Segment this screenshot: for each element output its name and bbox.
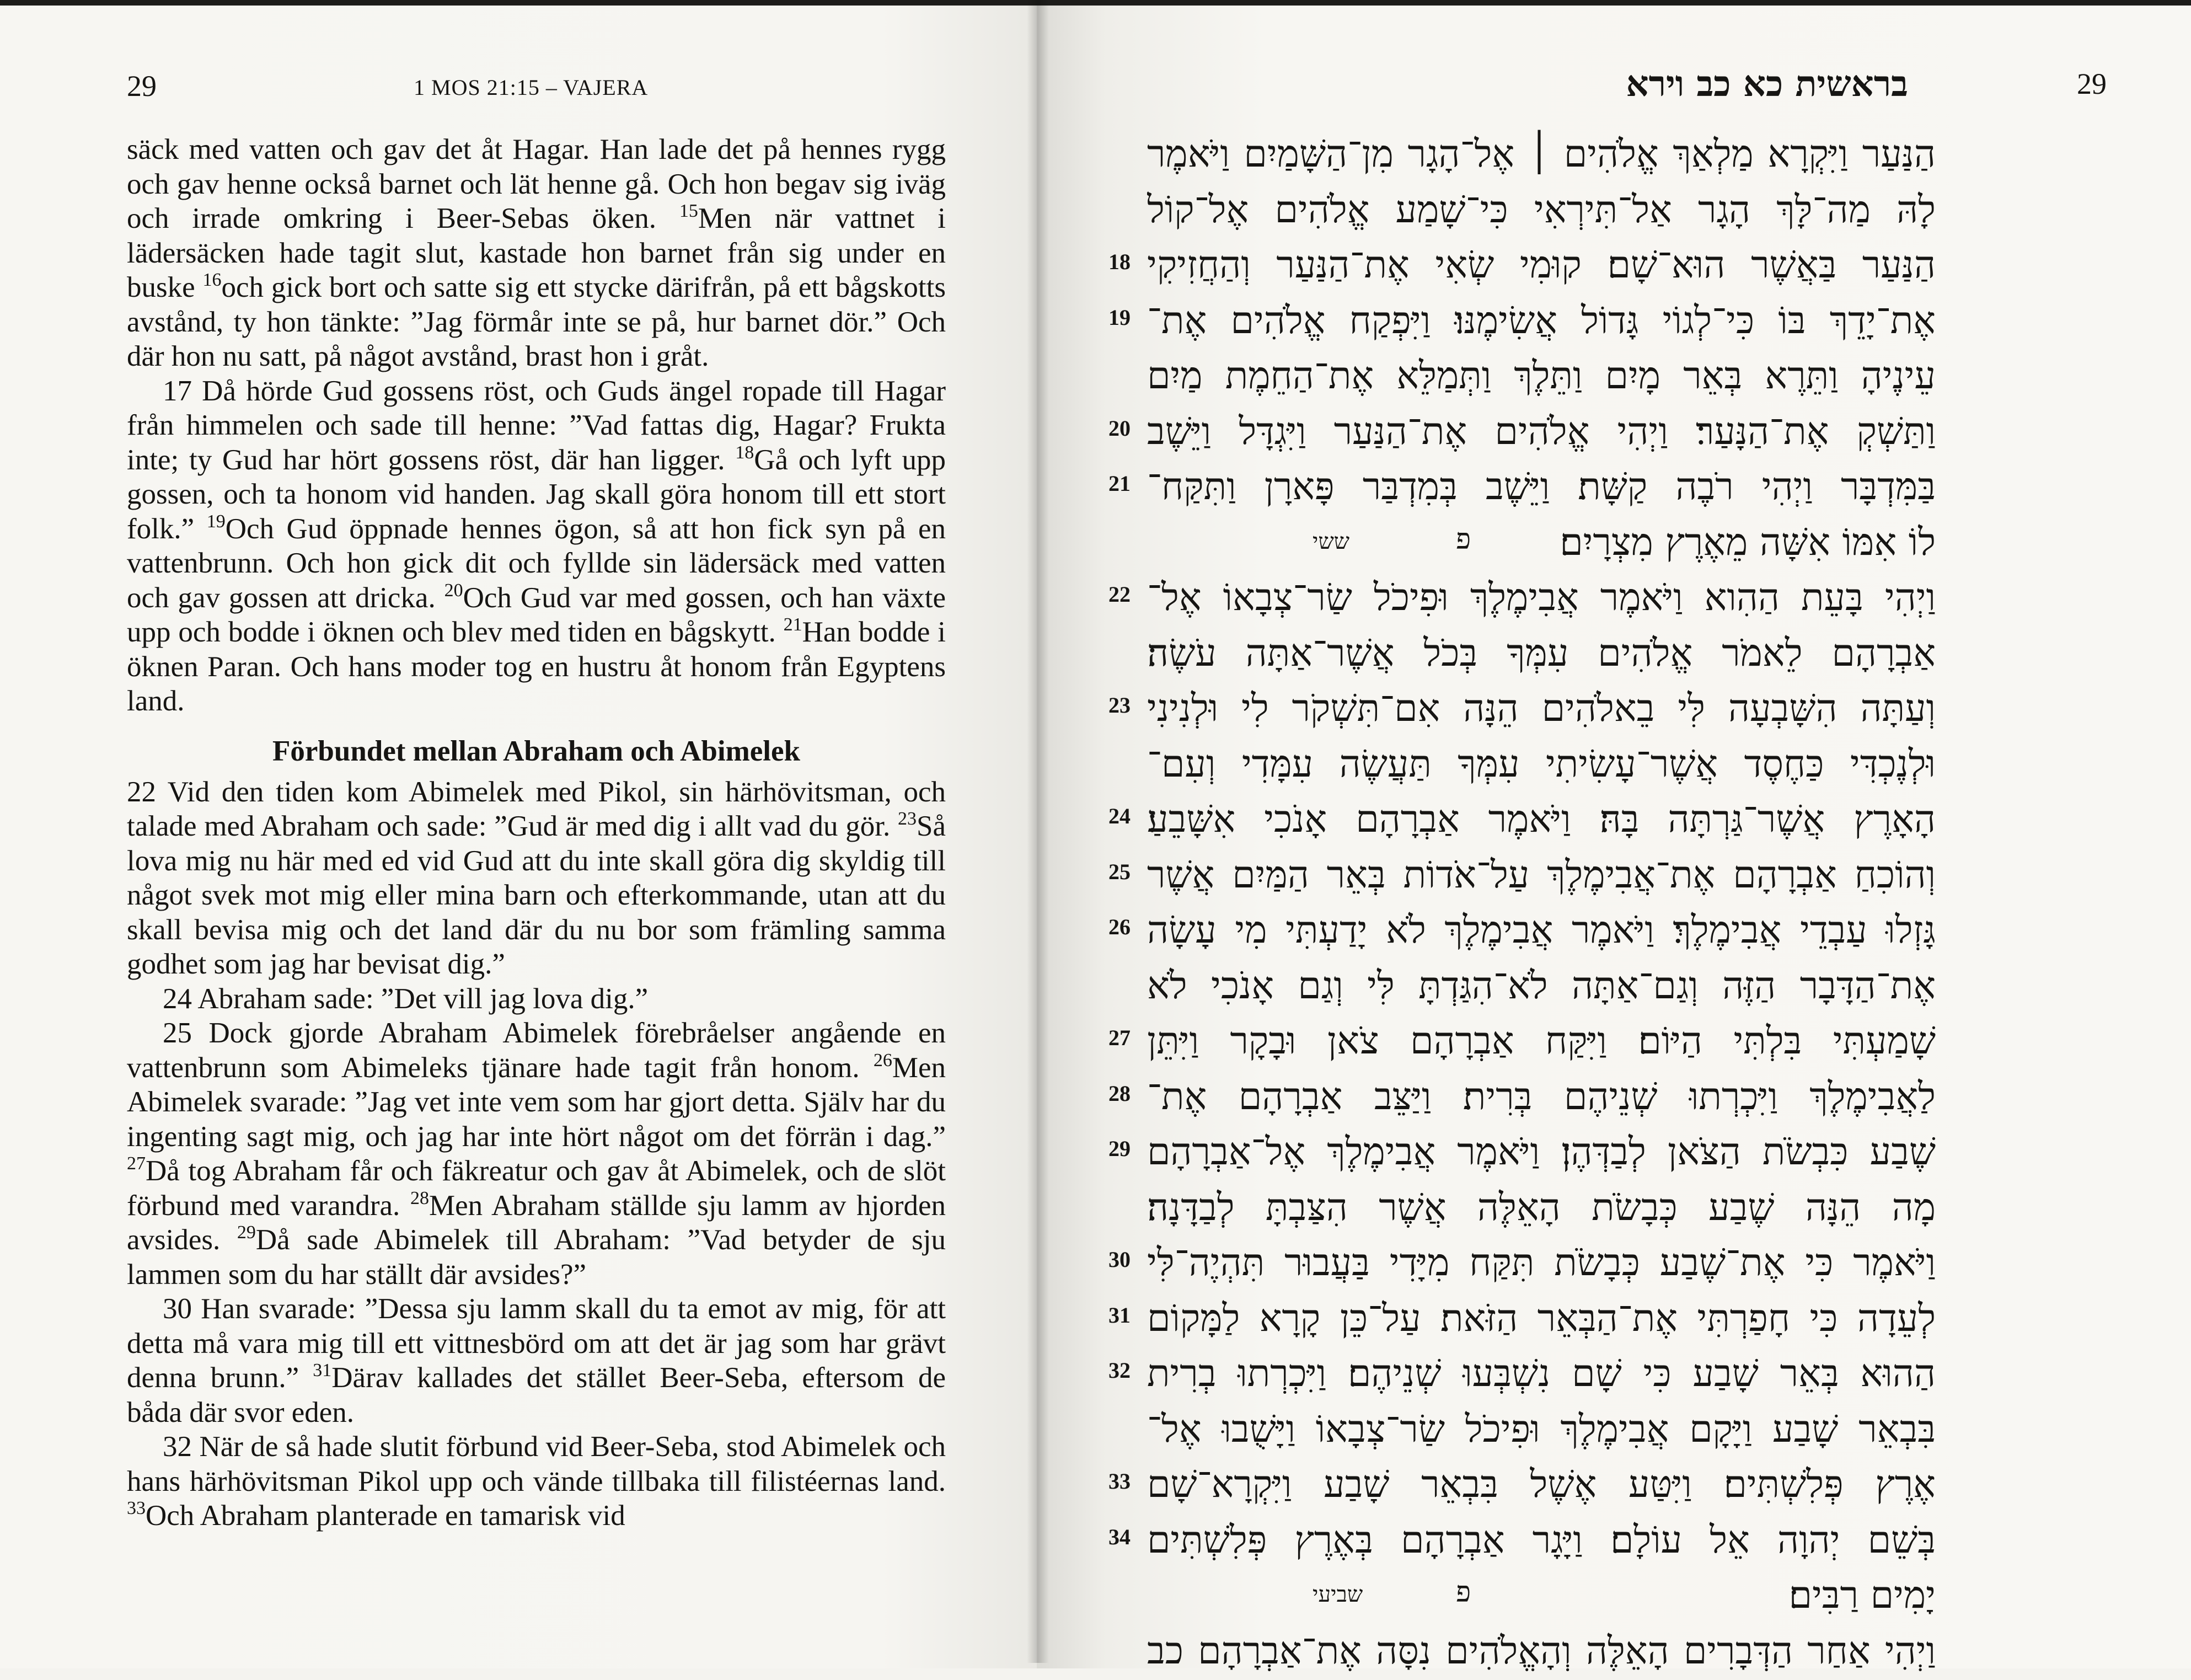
hebrew-line — [1147, 184, 1936, 239]
hebrew-line — [1147, 461, 1936, 516]
hebrew-line — [1147, 1625, 1936, 1680]
verse-number: 32 — [1108, 1357, 1131, 1383]
hebrew-line — [1147, 1458, 1936, 1514]
verse-number: 28 — [410, 1188, 429, 1208]
hebrew-line-text: וַיְהִי אַחַר הַדְּבָרִים הָאֵלֶּה וְהָאֱלֹהִים נִסָּה אֶת־אַבְרָהָם כב — [1147, 1625, 1936, 1678]
parasha-marker: פ — [1456, 523, 1471, 556]
paragraph — [127, 982, 946, 1016]
hebrew-line-text: אֶת־הַדָּבָר הַזֶּה וְגַם־אַתָּה לֹא־הִגַּדְתָּ לִּי וְגַם אָנֹכִי לֹא — [1147, 960, 1936, 1013]
text-run: Då tog Abraham får och fäkreatur och gav åt Abimelek, och de slöt förbund med varandra. — [127, 1155, 946, 1222]
text-run: 32 När de så hade slutit förbund vid Beer-Seba, stod Abimelek och hans härhövitsman Pikol upp och vände tillbaka till filistéernas land. — [127, 1431, 946, 1497]
verse-number: 20 — [1108, 415, 1131, 441]
hebrew-line-text: שֶׁבַע כִּבְשֹׂת הַצֹּאן לְבַדְּהֶן׃ וַיֹּאמֶר אֲבִימֶלֶךְ אֶל־אַבְרָהָם — [1147, 1126, 1936, 1179]
hebrew-line — [1147, 1071, 1936, 1126]
verse-number: 27 — [127, 1153, 146, 1174]
hebrew-line-text: לוֹ אִמּוֹ אִשָּׁה מֵאֶרֶץ מִצְרָיִם׃ — [1147, 516, 1936, 569]
hebrew-line — [1147, 128, 1936, 184]
hebrew-line — [1147, 350, 1936, 405]
hebrew-line-text: הַנַּעַר בַּאֲשֶׁר הוּא־שָׁם׃ קוּמִי שְׂאִי אֶת־הַנַּעַר וְהַחֲזִיקִי — [1147, 239, 1936, 292]
paragraph — [127, 775, 946, 982]
hebrew-line-text: הַנַּעַר וַיִּקְרָא מַלְאַךְ אֱלֹהִים ׀ אֶל־הָגָר מִן־הַשָּׁמַיִם וַיֹּאמֶר — [1147, 128, 1936, 181]
verse-number: 20 — [444, 580, 463, 601]
hebrew-line — [1147, 1569, 1936, 1625]
hebrew-line — [1147, 738, 1936, 794]
verse-number: 16 — [203, 270, 222, 290]
hebrew-line — [1147, 516, 1936, 572]
hebrew-line-text: הָאָרֶץ אֲשֶׁר־גַּרְתָּה בָּהּ׃ וַיֹּאמֶר אַבְרָהָם אָנֹכִי אִשָּׁבֵעַ׃ — [1147, 793, 1936, 846]
verse-number: 23 — [1108, 692, 1131, 718]
verse-number: 34 — [1108, 1524, 1131, 1550]
hebrew-line-text: אֶת־יָדֵךְ בּוֹ כִּי־לְגוֹי גָּדוֹל אֲשִׂימֶנּוּ׃ וַיִּפְקַח אֱלֹהִים אֶת־ — [1147, 295, 1936, 347]
text-run: Men Abraham ställde sju lamm av hjorden avsides. — [127, 1190, 946, 1256]
aliyah-marker: שביעי — [1313, 1581, 1363, 1607]
hebrew-line — [1147, 1015, 1936, 1071]
section-heading — [127, 734, 946, 768]
text-run: 25 Dock gjorde Abraham Abimelek förebråelser angående en vattenbrunn som Abimeleks tjänare hade tagit från honom. — [127, 1017, 946, 1084]
hebrew-line — [1147, 1292, 1936, 1348]
verse-number: 19 — [207, 511, 226, 532]
hebrew-line-text: וְהוֹכִחַ אַבְרָהָם אֶת־אֲבִימֶלֶךְ עַל־אֹדוֹת בְּאֵר הַמַּיִם אֲשֶׁר — [1147, 849, 1936, 902]
text-run: 22 Vid den tiden kom Abimelek med Pikol, sin härhövitsman, och talade med Abraham och sade: ”Gud är med dig i allt vad du gör. — [127, 776, 946, 843]
hebrew-line — [1147, 1126, 1936, 1181]
text-run: och gick bort och satte sig ett stycke därifrån, på ett bågskotts avstånd, ty hon tänkte: ”Jag förmår inte se på, hur barnet dör.” Och där hon nu satt, på något avstånd, brast hon i gråt. — [127, 271, 946, 372]
verse-number: 26 — [1108, 914, 1131, 940]
hebrew-line — [1147, 904, 1936, 960]
text-run: 24 Abraham sade: ”Det vill jag lova dig.” — [163, 983, 648, 1015]
verse-number: 25 — [1108, 859, 1131, 885]
hebrew-line — [1147, 571, 1936, 627]
paragraph — [127, 1430, 946, 1533]
verse-number: 31 — [1108, 1302, 1131, 1328]
swedish-text-body — [127, 132, 946, 1533]
text-run: 17 Då hörde Gud gossens röst, och Guds ängel ropade till Hagar från himmelen och sade till henne: ”Vad fattas dig, Hagar? Frukta inte; ty Gud har hört gossens röst, där han ligger. — [127, 375, 946, 476]
hebrew-text-body — [1147, 128, 1936, 1680]
verse-number: 21 — [784, 614, 802, 635]
text-run: säck med vatten och gav det åt Hagar. Han lade det på hennes rygg och gav henne också barnet och lät henne gå. Och hon begav sig iväg och irrade omkring i Beer-Sebas öken. — [127, 133, 946, 234]
text-run: Förbundet mellan Abraham och Abimelek — [272, 735, 800, 767]
hebrew-line — [1147, 627, 1936, 683]
right-running-head: בראשית כא כב וירא — [1626, 63, 1908, 105]
text-run: Men när vattnet i lädersäcken hade tagit slut, kastade hon barnet från sig under en buske — [127, 202, 946, 303]
paragraph — [127, 1292, 946, 1430]
hebrew-line-text: לָהּ מַה־לָּךְ הָגָר אַל־תִּירְאִי כִּי־שָׁמַע אֱלֹהִים אֶל־קוֹל — [1147, 184, 1936, 237]
hebrew-line-text: בַּמִּדְבָּר וַיְהִי רֹבֶה קַשָּׁת׃ וַיֵּשֶׁב בְּמִדְבַּר פָּארָן וַתִּקַּח־ — [1147, 461, 1936, 513]
hebrew-line-text: בְּשֵׁם יְהוָה אֵל עוֹלָם׃ וַיָּגָר אַבְרָהָם בְּאֶרֶץ פְּלִשְׁתִּים — [1147, 1514, 1936, 1567]
verse-number: 18 — [735, 442, 754, 463]
paragraph — [127, 1016, 946, 1292]
hebrew-line — [1147, 1181, 1936, 1237]
hebrew-line — [1147, 849, 1936, 905]
text-run: Så lova mig nu här med ed vid Gud att du inte skall göra dig skyldig till något svek mot mig eller mina barn och efterkommande, utan att du skall bevisa mig och det land där du nu bor som främling samma godhet som jag har bevisat dig.” — [127, 810, 946, 980]
hebrew-line — [1147, 405, 1936, 461]
hebrew-line-text: וַתַּשְׁקְ אֶת־הַנָּעַר׃ וַיְהִי אֱלֹהִים אֶת־הַנַּעַר וַיִּגְדָּל וַיֵּשֶׁב — [1147, 405, 1936, 458]
left-page — [0, 0, 1037, 1668]
verse-number: 18 — [1108, 249, 1131, 275]
hebrew-line-text: אֶרֶץ פְּלִשְׁתִּים׃ וַיִּטַּע אֶשֶׁל בִּבְאֵר שָׁבַע וַיִּקְרָא־שָׁם — [1147, 1458, 1936, 1511]
hebrew-line — [1147, 960, 1936, 1015]
hebrew-line-text: אַבְרָהָם לֵאמֹר אֱלֹהִים עִמְּךָ בְּכֹל אֲשֶׁר־אַתָּה עֹשֶׂה׃ — [1147, 627, 1936, 680]
hebrew-line — [1147, 1403, 1936, 1459]
hebrew-line-text: וַיְהִי בָּעֵת הַהִוא וַיֹּאמֶר אֲבִימֶלֶךְ וּפִיכֹל שַׂר־צְבָאוֹ אֶל־ — [1147, 571, 1936, 624]
hebrew-line-text: לְעֵדָה כִּי חָפַרְתִּי אֶת־הַבְּאֵר הַזֹּאת׃ עַל־כֵּן קָרָא לַמָּקוֹם — [1147, 1292, 1936, 1345]
hebrew-line — [1147, 295, 1936, 350]
hebrew-line — [1147, 1347, 1936, 1403]
verse-number: 19 — [1108, 304, 1131, 330]
right-page-number: 29 — [2077, 67, 2107, 101]
verse-number: 29 — [237, 1222, 256, 1243]
left-page-number: 29 — [127, 69, 157, 103]
verse-number: 26 — [874, 1050, 892, 1071]
text-run: Och Gud öppnade hennes ögon, så att hon fick syn på en vattenbrunn. Och hon gick dit och fyllde sin lädersäck med vatten och gav gossen att dricka. — [127, 513, 946, 614]
hebrew-line-text: וַיֹּאמֶר כִּי אֶת־שֶׁבַע כְּבָשֹׂת תִּקַּח מִיָּדִי בַּעֲבוּר תִּהְיֶה־לִּי — [1147, 1237, 1936, 1290]
left-page-header — [110, 69, 949, 113]
text-run: Han bodde i öknen Paran. Och hans moder tog en hustru åt honom från Egyptens land. — [127, 616, 946, 717]
verse-number: 21 — [1108, 470, 1131, 496]
verse-number: 33 — [1108, 1468, 1131, 1494]
hebrew-line-text: יָמִים רַבִּים׃ — [1147, 1569, 1936, 1622]
hebrew-line-text: הַהוּא בְּאֵר שָׁבַע כִּי שָׁם נִשְׁבְּעוּ שְׁנֵיהֶם׃ וַיִּכְרְתוּ בְרִית — [1147, 1347, 1936, 1400]
verse-number: 30 — [1108, 1246, 1131, 1272]
text-run: Då sade Abimelek till Abraham: ”Vad betyder de sju lammen som du har ställt där avsides?” — [127, 1224, 946, 1291]
hebrew-line-text: עֵינֶיהָ וַתֵּרֶא בְּאֵר מָיִם וַתֵּלֶךְ וַתְּמַלֵּא אֶת־הַחֵמֶת מַיִם — [1147, 350, 1936, 403]
hebrew-line — [1147, 793, 1936, 849]
hebrew-line-text: גָּזְלוּ עַבְדֵי אֲבִימֶלֶךְ׃ וַיֹּאמֶר אֲבִימֶלֶךְ לֹא יָדַעְתִּי מִי עָשָׂה — [1147, 904, 1936, 957]
hebrew-line — [1147, 1237, 1936, 1292]
text-run: Och Abraham planterade en tamarisk vid — [146, 1500, 625, 1532]
verse-number: 22 — [1108, 581, 1131, 607]
book-gutter-shadow — [1027, 0, 1049, 1663]
parasha-marker: פ — [1456, 1576, 1471, 1609]
hebrew-line — [1147, 1514, 1936, 1570]
verse-number: 31 — [313, 1360, 331, 1381]
hebrew-line-text: מָה הֵנָּה שֶׁבַע כְּבָשֹׂת הָאֵלֶּה אֲשֶׁר הִצַּבְתָּ לְבַדָּנָה׃ — [1147, 1181, 1936, 1234]
text-run: Och Gud var med gossen, och han växte upp och bodde i öknen och blev med tiden en bågskytt. — [127, 582, 946, 649]
hebrew-line-text: בִּבְאֵר שָׁבַע וַיָּקָם אֲבִימֶלֶךְ וּפִיכֹל שַׂר־צְבָאוֹ וַיָּשֻׁבוּ אֶל־ — [1147, 1403, 1936, 1456]
text-run: Gå och lyft upp gossen, och ta honom vid handen. Jag skall göra honom till ett stort folk.” — [127, 444, 946, 545]
verse-number: 28 — [1108, 1080, 1131, 1106]
text-run: 30 Han svarade: ”Dessa sju lamm skall du ta emot av mig, för att detta må vara mig till ett vittnesbörd om att det är jag som har grävt denna brunn.” — [127, 1293, 946, 1394]
verse-number: 29 — [1108, 1136, 1131, 1162]
right-page-header — [1147, 63, 2107, 113]
hebrew-line — [1147, 239, 1936, 295]
verse-number: 15 — [679, 201, 698, 221]
aliyah-marker: ששי — [1313, 528, 1349, 554]
verse-number: 23 — [898, 809, 917, 829]
hebrew-line-text: שָׁמַעְתִּי בִּלְתִּי הַיּוֹם׃ וַיִּקַּח אַבְרָהָם צֹאן וּבָקָר וַיִּתֵּן — [1147, 1015, 1936, 1068]
hebrew-line-text: וְעַתָּה הִשָּׁבְעָה לִּי בֵאלֹהִים הֵנָּה אִם־תִּשְׁקֹר לִי וּלְנִינִי — [1147, 682, 1936, 735]
verse-number: 33 — [127, 1498, 146, 1518]
text-run: Därav kallades det stället Beer-Seba, eftersom de båda där svor eden. — [127, 1362, 946, 1428]
verse-number: 27 — [1108, 1025, 1131, 1051]
verse-number: 24 — [1108, 803, 1131, 829]
paragraph — [127, 374, 946, 719]
paragraph — [127, 132, 946, 374]
text-run: Men Abimelek svarade: ”Jag vet inte vem som har gjort detta. Själv har du ingenting sagt mig, och jag har inte hört något om det förrän i dag.” — [127, 1052, 946, 1153]
hebrew-line — [1147, 682, 1936, 738]
hebrew-line-text: לַאֲבִימֶלֶךְ וַיִּכְרְתוּ שְׁנֵיהֶם בְּרִית׃ וַיַּצֵּב אַבְרָהָם אֶת־ — [1147, 1071, 1936, 1123]
hebrew-line-text: וּלְנֶכְדִּי כַּחֶסֶד אֲשֶׁר־עָשִׂיתִי עִמְּךָ תַּעֲשֶׂה עִמָּדִי וְעִם־ — [1147, 738, 1936, 791]
left-running-head: 1 MOS 21:15 – VAJERA — [414, 74, 648, 100]
